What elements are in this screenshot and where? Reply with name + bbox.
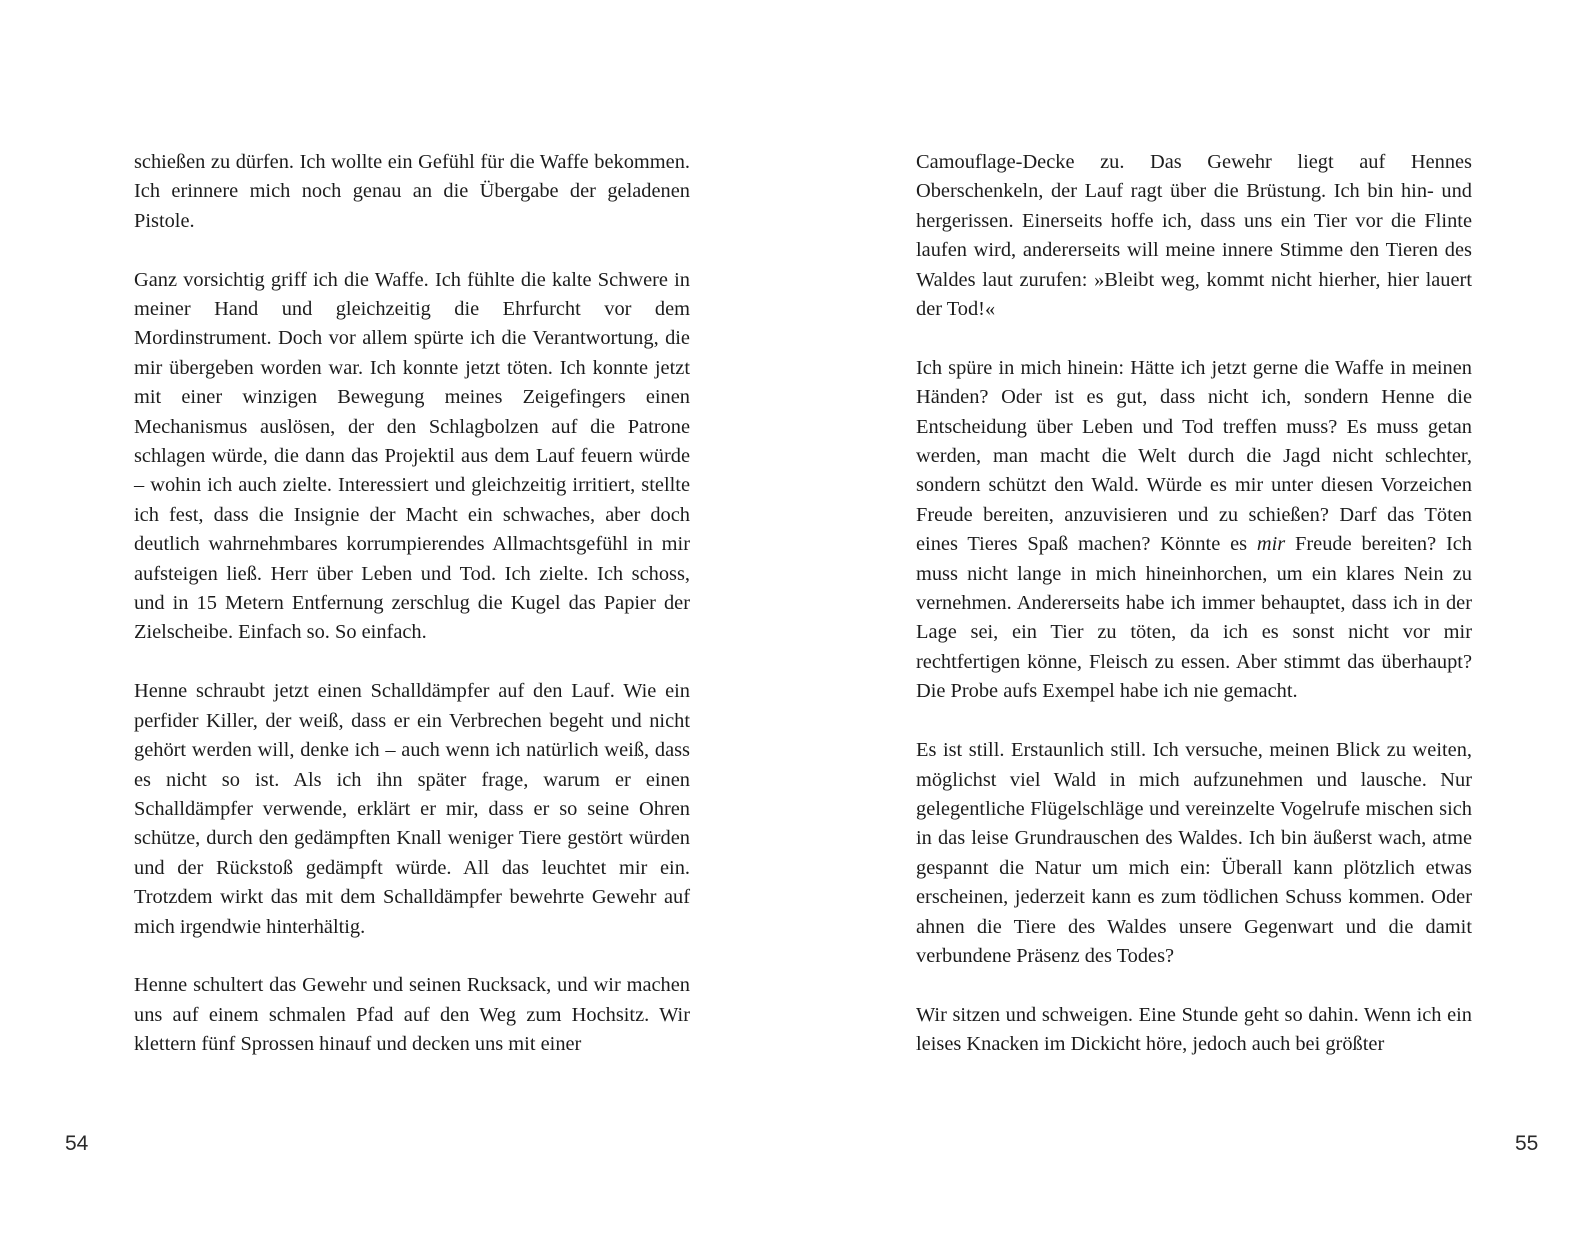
- right-paragraph-2-part-2: Freude bereiten? Ich muss nicht lange in mich hineinhorchen, um ein klares Nein zu vernehmen. Andererseits habe ich immer behauptet, dass ich in der Lage sei, ein Tier zu töten, da ich es sonst nicht vor mir rechtfertigen könne, Fleisch zu essen. Aber stimmt das überhaupt? Die Probe aufs Exempel habe ich nie gemacht.: [916, 533, 1473, 703]
- left-page-text: [134, 148, 690, 1060]
- right-paragraph-2-part-1: Ich spüre in mich hinein: Hätte ich jetzt gerne die Waffe in meinen Händen? Oder ist es gut, dass nicht ich, sondern Henne die Entscheidung über Leben und Tod treffen muss? Es muss getan werden, man macht die Welt durch die Jagd nicht schlechter, sondern schützt den Wald. Würde es mir unter diesen Vorzeichen Freude bereiten, anzuvisieren und zu schießen? Darf das Töten eines Tieres Spaß machen? Könnte es: [916, 356, 1472, 556]
- emphasis-mir: mir: [1256, 533, 1286, 556]
- right-paragraph-3: Es ist still. Erstaunlich still. Ich versuche, meinen Blick zu weiten, möglichst viel Wald in mich aufzunehmen und lausche. Nur gelegentliche Flügelschläge und vereinzelte Vogelrufe mischen sich in das leise Grundrauschen des Waldes. Ich bin äußerst wach, atme gespannt die Natur um mich ein: Überall kann plötzlich etwas erscheinen, jederzeit kann es zum tödlichen Schuss kommen. Oder ahnen die Tiere des Waldes unsere Gegenwart und die damit verbundene Präsenz des Todes?: [916, 739, 1472, 967]
- left-paragraph-2: Ganz vorsichtig griff ich die Waffe. Ich fühlte die kalte Schwere in meiner Hand und gleichzeitig die Ehrfurcht vor dem Mordinstrument. Doch vor allem spürte ich die Verantwortung, die mir übergeben worden war. Ich konnte jetzt töten. Ich konnte jetzt mit einer winzigen Bewegung meines Zeigefingers einen Mechanismus auslösen, der den Schlagbolzen auf die Patrone schlagen würde, die dann das Projektil aus dem Lauf feuern würde – wohin ich auch zielte. Interessiert und gleichzeitig irritiert, stellte ich fest, dass die Insignie der Macht ein schwaches, aber doch deutlich wahrnehmbares korrumpierendes Allmachtsgefühl in mir aufsteigen ließ. Herr über Leben und Tod. Ich zielte. Ich schoss, und in 15 Metern Entfernung zerschlug die Kugel das Papier der Zielscheibe. Einfach so. So einfach.: [134, 268, 690, 644]
- left-paragraph-3: Henne schraubt jetzt einen Schalldämpfer auf den Lauf. Wie ein perfider Killer, der weiß, dass er ein Verbrechen begeht und nicht gehört werden will, denke ich – auch wenn ich natürlich weiß, dass es nicht so ist. Als ich ihn später frage, warum er einen Schalldämpfer verwende, erklärt er mir, dass er so seine Ohren schütze, durch den gedämpften Knall weniger Tiere gestört würden und der Rückstoß gedämpft würde. All das leuchtet mir ein. Trotzdem wirkt das mit dem Schalldämpfer bewehrte Gewehr auf mich irgendwie hinterhältig.: [134, 680, 690, 938]
- right-page: [797, 0, 1594, 1240]
- right-paragraph-2: [916, 354, 1472, 707]
- page-number-right: 55: [1515, 1132, 1539, 1155]
- right-page-text: [916, 148, 1472, 1060]
- left-paragraph-4: Henne schultert das Gewehr und seinen Rucksack, und wir machen uns auf einem schmalen Pfad auf den Weg zum Hochsitz. Wir klettern fünf Sprossen hinauf und decken uns mit einer: [134, 974, 690, 1056]
- page-number-left: 54: [65, 1132, 89, 1155]
- right-paragraph-4: Wir sitzen und schweigen. Eine Stunde geht so dahin. Wenn ich ein leises Knacken im Dickicht höre, jedoch auch bei größter: [916, 1003, 1472, 1056]
- left-paragraph-1: schießen zu dürfen. Ich wollte ein Gefühl für die Waffe bekommen. Ich erinnere mich noch genau an die Übergabe der geladenen Pistole.: [134, 151, 690, 232]
- right-paragraph-1: Camouflage-Decke zu. Das Gewehr liegt auf Hennes Oberschenkeln, der Lauf ragt über die Brüstung. Ich bin hin- und hergerissen. Einerseits hoffe ich, dass uns ein Tier vor die Flinte laufen wird, andererseits will meine innere Stimme den Tieren des Waldes laut zurufen: »Bleibt weg, kommt nicht hierher, hier lauert der Tod!«: [916, 151, 1472, 321]
